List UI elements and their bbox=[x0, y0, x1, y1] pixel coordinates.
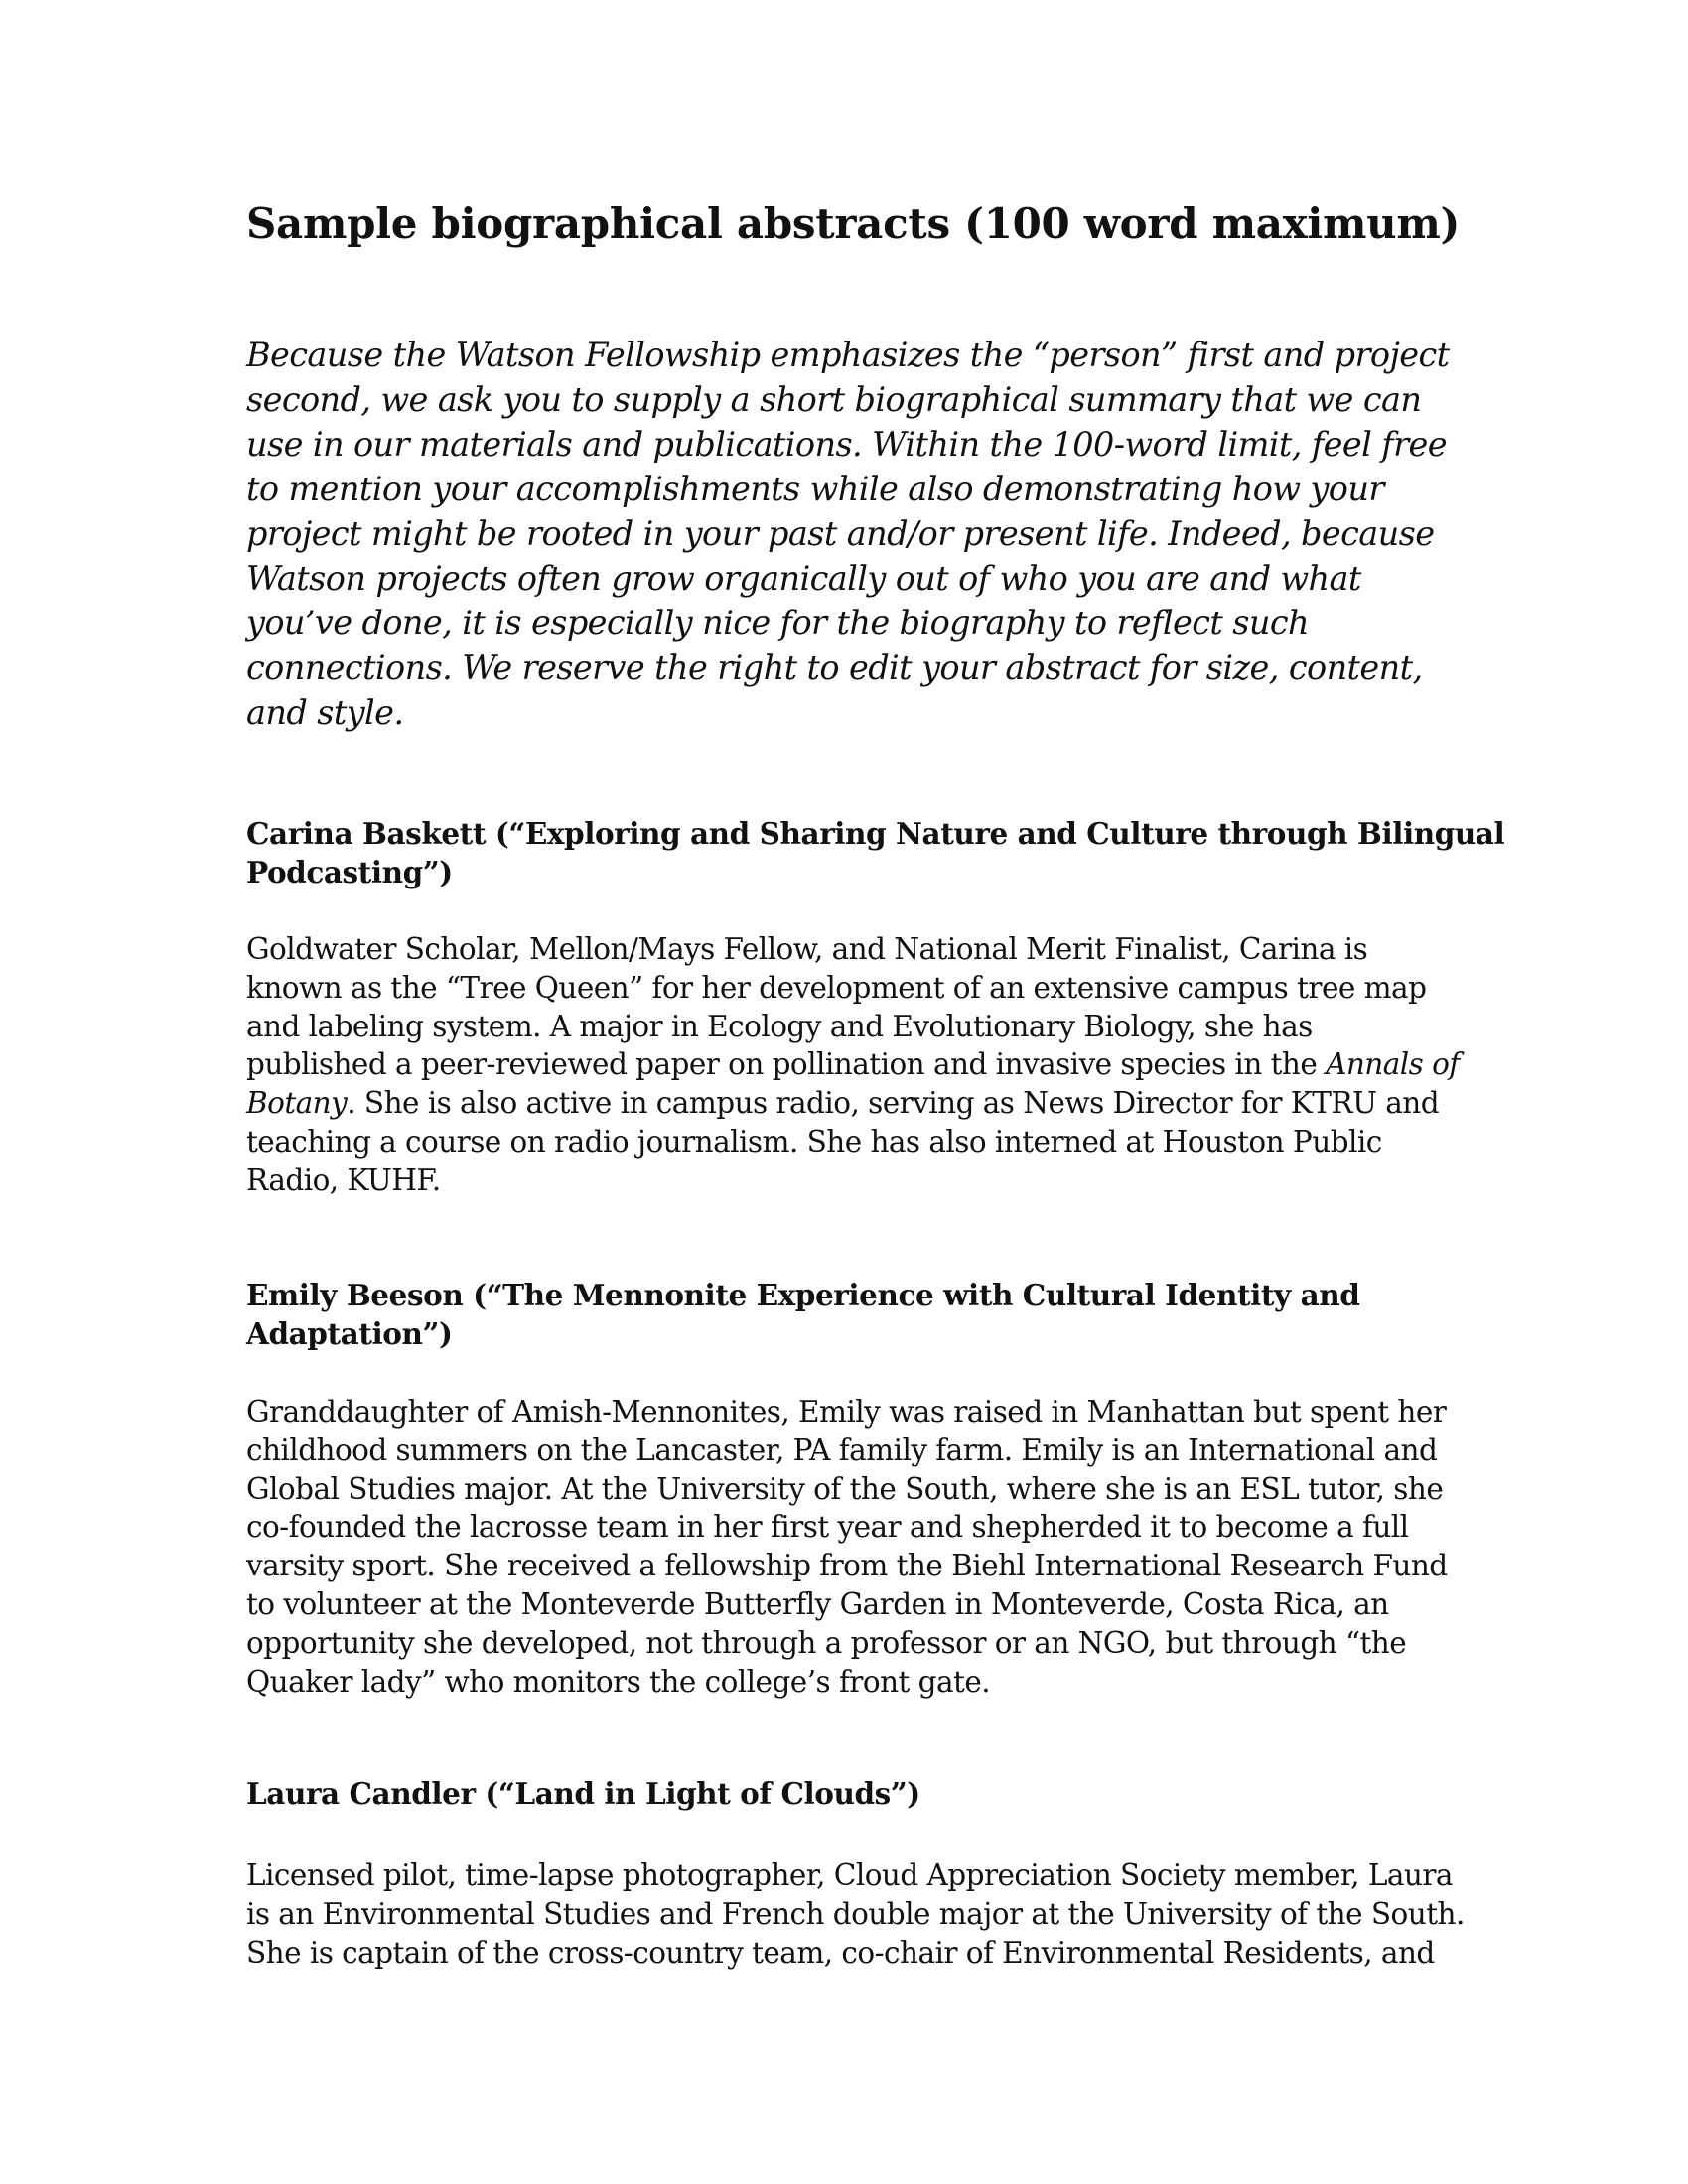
bio-text-line: childhood summers on the Lancaster, PA family farm. Emily is an International and bbox=[246, 1433, 1438, 1467]
intro-line: Because the Watson Fellowship emphasizes the “person” first and project bbox=[246, 336, 1450, 374]
bio-heading-line: Emily Beeson (“The Mennonite Experience with Cultural Identity and bbox=[246, 1278, 1360, 1312]
bio-text-run: published a peer-reviewed paper on pollination and invasive species in the bbox=[246, 1047, 1327, 1082]
bio-text-line: opportunity she developed, not through a professor or an NGO, but through “the bbox=[246, 1625, 1407, 1660]
page-title: Sample biographical abstracts (100 word maximum) bbox=[246, 200, 1461, 248]
bio-text-line: teaching a course on radio journalism. She has also interned at Houston Public bbox=[246, 1124, 1382, 1159]
bio-text-line bbox=[246, 1045, 1460, 1084]
bio-text-line bbox=[246, 1084, 1443, 1123]
intro-line: Watson projects often grow organically out of who you are and what bbox=[246, 559, 1361, 598]
bio-text bbox=[246, 1856, 1465, 1972]
bio-text-line: Goldwater Scholar, Mellon/Mays Fellow, and National Merit Finalist, Carina is bbox=[246, 932, 1368, 966]
bio-text-line: co-founded the lacrosse team in her first year and shepherded it to become a full bbox=[246, 1510, 1409, 1545]
bio-text-line: varsity sport. She received a fellowship from the Biehl International Research Fund bbox=[246, 1549, 1448, 1583]
bio-text bbox=[246, 930, 1460, 1200]
bio-text-line: Granddaughter of Amish-Mennonites, Emily was raised in Manhattan but spent her bbox=[246, 1395, 1447, 1429]
bio-text-line: known as the “Tree Queen” for her development of an extensive campus tree map bbox=[246, 970, 1427, 1005]
intro-line: to mention your accomplishments while also demonstrating how your bbox=[246, 470, 1384, 508]
intro-line: project might be rooted in your past and/or present life. Indeed, because bbox=[246, 514, 1435, 553]
intro-line: second, we ask you to supply a short biographical summary that we can bbox=[246, 380, 1422, 419]
bio-heading bbox=[246, 1276, 1443, 1353]
bio-text-line: Global Studies major. At the University of the South, where she is an ESL tutor, she bbox=[246, 1471, 1444, 1506]
intro-line: and style. bbox=[246, 693, 404, 732]
bio-heading bbox=[246, 814, 1505, 891]
bio-text-run: . She is also active in campus radio, serving as News Director for KTRU and bbox=[347, 1086, 1440, 1121]
journal-title: Botany bbox=[246, 1086, 348, 1121]
bio-heading-line: Adaptation”) bbox=[246, 1316, 453, 1351]
intro-line: you’ve done, it is especially nice for the biography to reflect such bbox=[246, 604, 1310, 642]
bio-text bbox=[246, 1393, 1448, 1701]
bio-heading bbox=[246, 1774, 1443, 1813]
bio-heading-line: Podcasting”) bbox=[246, 855, 453, 889]
bio-text-line: She is captain of the cross-country team, co-chair of Environmental Residents, and bbox=[246, 1935, 1435, 1970]
bio-heading-line: Carina Baskett (“Exploring and Sharing Nature and Culture through Bilingual bbox=[246, 816, 1505, 851]
bio-heading-line: Laura Candler (“Land in Light of Clouds”) bbox=[246, 1776, 920, 1811]
bio-text-line: and labeling system. A major in Ecology and Evolutionary Biology, she has bbox=[246, 1009, 1313, 1043]
intro-paragraph bbox=[246, 333, 1450, 735]
bio-text-line: Quaker lady” who monitors the college’s front gate. bbox=[246, 1664, 991, 1699]
bio-text-line: is an Environmental Studies and French double major at the University of the South. bbox=[246, 1896, 1465, 1931]
document-page bbox=[246, 0, 1505, 2184]
bio-text-line: Licensed pilot, time-lapse photographer, Cloud Appreciation Society member, Laura bbox=[246, 1858, 1453, 1892]
bio-text-line: to volunteer at the Monteverde Butterfly Garden in Monteverde, Costa Rica, an bbox=[246, 1586, 1389, 1621]
bio-text-line: Radio, KUHF. bbox=[246, 1162, 441, 1197]
intro-line: connections. We reserve the right to edit your abstract for size, content, bbox=[246, 648, 1423, 687]
journal-title: Annals of bbox=[1326, 1047, 1460, 1082]
intro-line: use in our materials and publications. Within the 100-word limit, feel free bbox=[246, 425, 1447, 464]
